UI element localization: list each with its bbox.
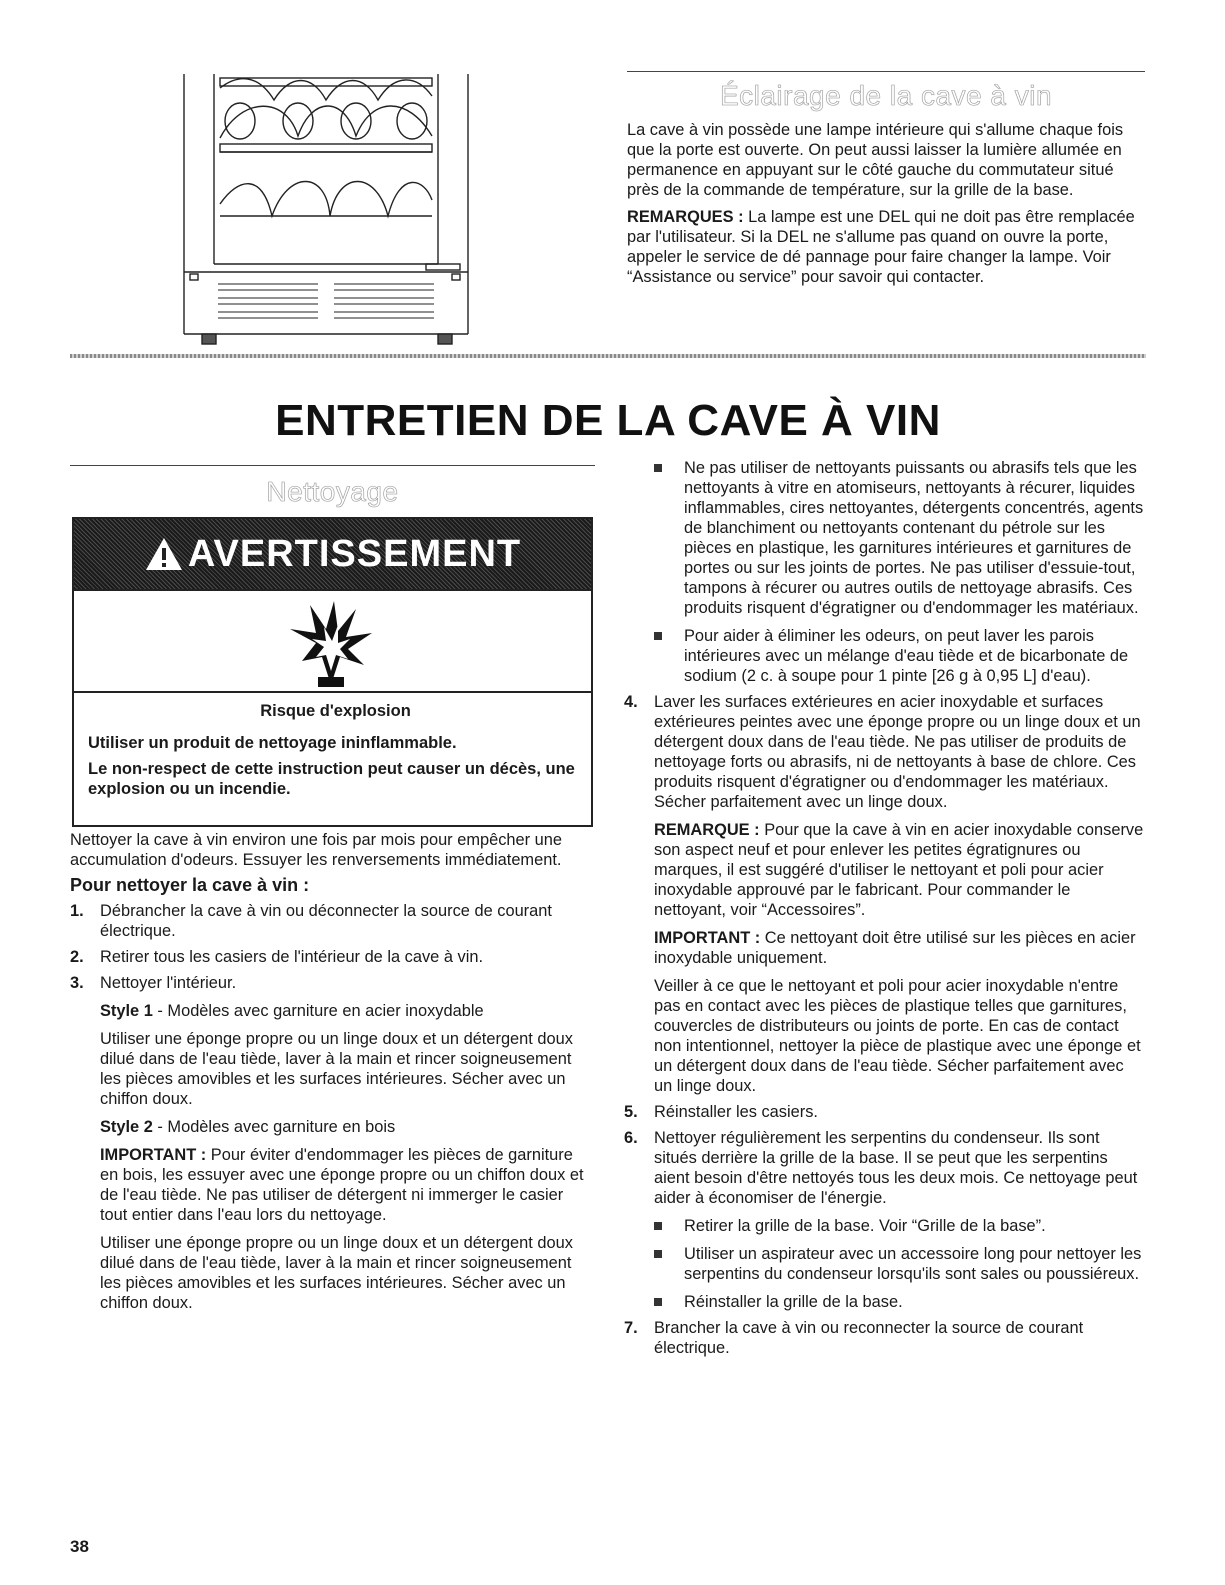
- explosion-icon: [286, 599, 376, 687]
- polish-paragraph: Veiller à ce que le nettoyant et poli pour acier inoxydable n'entre pas en contact avec les pièces de plastique telles que garnitures, couvercles de distributeurs ou joints de porte. En cas de contact non intentionnel, nettoyer la pièce de plastique avec une éponge et un détergent doux dans de l'eau tiède. Sécher parfaitement avec un linge doux.: [654, 977, 1141, 1095]
- cleaning-heading: Nettoyage: [266, 476, 399, 507]
- warning-line-2: Le non-respect de cette instruction peut causer un décès, une explosion ou un incendie.: [88, 760, 575, 798]
- lighting-heading: Éclairage de la cave à vin: [719, 80, 1053, 111]
- page-number: 38: [70, 1537, 89, 1556]
- style-2: Style 2 - Modèles avec garniture en bois: [100, 1118, 396, 1136]
- warning-banner-text: AVERTISSEMENT: [187, 532, 522, 575]
- step-5: 5. Réinstaller les casiers.: [624, 1103, 818, 1121]
- lighting-body: [627, 120, 1145, 287]
- cleaning-rule: [70, 465, 595, 466]
- lighting-notes: REMARQUES : La lampe est une DEL qui ne doit pas être remplacée par l'utilisateur. Si la DEL ne s'allume pas quand on ouvre la porte, appeler le service de dé pannage pour faire changer la lampe. Voir “Assistance ou service” pour savoir qui contacter.: [627, 208, 1135, 286]
- warning-text: [88, 701, 583, 799]
- warning-line-1: Utiliser un produit de nettoyage ininflammable.: [88, 734, 457, 752]
- step-7: 7. Brancher la cave à vin ou reconnecter la source de courant électrique.: [624, 1319, 1084, 1357]
- top-rule: [627, 71, 1145, 72]
- style-1: Style 1 - Modèles avec garniture en acier inoxydable: [100, 1002, 484, 1020]
- section-rule: [70, 354, 1146, 358]
- step-3: 3. Nettoyer l'intérieur. Style 1 - Modèles avec garniture en acier inoxydable Utiliser une éponge propre ou un linge doux et un détergent doux dilué dans de l'eau tiède, laver à la main et rincer soigneusement les pièces amovibles et les surfaces intérieures. Sécher avec un chiffon doux. Style 2 - Modèles avec garniture en bois IMPORTANT : Pour éviter d'endommager les pièces de garniture en bois, les essuyer avec une éponge propre ou un chiffon doux et de l'eau tiède. Ne pas utiliser de détergent ni immerger le casier tout entier dans l'eau lors du nettoyage. Utiliser une éponge propre ou un linge doux et un détergent doux dilué dans de l'eau tiède, laver à la main et rincer soigneusement les pièces amovibles et les surfaces intérieures. Sécher avec un chiffon doux.: [70, 973, 595, 1313]
- wine-cooler-illustration: [176, 66, 476, 356]
- lighting-paragraph: La cave à vin possède une lampe intérieure qui s'allume chaque fois que la porte est ouverte. On peut aussi laisser la lumière allumée en permanence en appuyant sur le côté gauche du commutateur situé près de la commande de température, sur la grille de la base.: [627, 121, 1124, 199]
- warning-divider: [74, 691, 591, 693]
- bullet-no-abrasive: Ne pas utiliser de nettoyants puissants ou abrasifs tels que les nettoyants à vitre en atomiseurs, nettoyants à récurer, liquides inflammables, cires nettoyantes, détergents concentrés, agents de blanchiment ou nettoyants contenant du pétrole sur les pièces en plastique, les garnitures intérieures et garnitures de portes ou sur les joints de portes. Ne pas utiliser d'essuie-tout, tampons à récurer ou autres outils de nettoyage abrasifs. Ces produits risquent d'égratigner ou d'endommager les matériaux.: [624, 458, 1146, 618]
- warning-banner: [74, 519, 591, 591]
- step-2: 2. Retirer tous les casiers de l'intérieur de la cave à vin.: [70, 948, 484, 966]
- remark-stainless: REMARQUE : Pour que la cave à vin en acier inoxydable conserve son aspect neuf et pour enlever les petites égratignures ou marques, il est suggéré d'utiliser le nettoyant et poli pour acier inoxydable approuvé par le fabricant. Pour commander le nettoyant, voir “Accessoires”.: [654, 821, 1144, 919]
- bullet-reinstall-grille: Réinstaller la grille de la base.: [624, 1292, 1146, 1312]
- right-column: [624, 458, 1146, 1358]
- cleaning-subheading: Pour nettoyer la cave à vin :: [70, 875, 310, 895]
- page-title: ENTRETIEN DE LA CAVE À VIN: [275, 396, 941, 445]
- left-column: [70, 830, 595, 1313]
- cleaning-steps: [70, 901, 595, 1313]
- step-4: 4. Laver les surfaces extérieures en acier inoxydable et surfaces extérieures peintes avec une éponge propre ou un linge doux et un détergent doux dans de l'eau tiède. Ne pas utiliser de produits de nettoyage forts ou abrasifs, ni de nettoyants à base de chlore. Ces produits risquent d'égratigner ou d'endommager les matériaux. Sécher parfaitement avec un linge doux. REMARQUE : Pour que la cave à vin en acier inoxydable conserve son aspect neuf et pour enlever les petites égratignures ou marques, il est suggéré d'utiliser le nettoyant et poli pour acier inoxydable approuvé par le fabricant. Pour commander le nettoyant, voir “Accessoires”. IMPORTANT : Ce nettoyant doit être utilisé sur les pièces en acier inoxydable uniquement. Veiller à ce que le nettoyant et poli pour acier inoxydable n'entre pas en contact avec les pièces de plastique telles que garnitures, couvercles de distributeurs ou joints de porte. En cas de contact non intentionnel, nettoyer la pièce de plastique avec une éponge et un détergent doux dans de l'eau tiède. Sécher parfaitement avec un linge doux.: [624, 692, 1146, 1096]
- warning-triangle-icon: [144, 536, 184, 572]
- step-6-bullets: [624, 1216, 1146, 1312]
- step-1: 1. Débrancher la cave à vin ou déconnecter la source de courant électrique.: [70, 902, 552, 940]
- cleaning-steps-continued: [624, 692, 1146, 1358]
- step-6: 6. Nettoyer régulièrement les serpentins du condenseur. Ils sont situés derrière la grille de la base. Il se peut que les serpentins aient besoin d'être nettoyés tous les deux mois. Ce nettoyage peut aider à économiser de l'énergie. Retirer la grille de la base. Voir “Grille de la base”. Utiliser un aspirateur avec un accessoire long pour nettoyer les serpentins du condenseur lorsqu'ils sont sales ou poussiéreux. Réinstaller la grille de la base.: [624, 1128, 1146, 1312]
- bullet-remove-grille: Retirer la grille de la base. Voir “Grille de la base”.: [624, 1216, 1146, 1236]
- important-wood: IMPORTANT : Pour éviter d'endommager les pièces de garniture en bois, les essuyer avec une éponge propre ou un chiffon doux et de l'eau tiède. Ne pas utiliser de détergent ni immerger le casier tout entier dans l'eau lors du nettoyage.: [100, 1146, 584, 1224]
- cleaning-intro: Nettoyer la cave à vin environ une fois par mois pour empêcher une accumulation d'odeurs. Essuyer les renversements immédiatement.: [70, 831, 562, 869]
- bullet-odors: Pour aider à éliminer les odeurs, on peut laver les parois intérieures avec un mélange d'eau tiède et de bicarbonate de sodium (2 c. à soupe pour 1 pinte [26 g à 0,95 L] d'eau).: [624, 626, 1146, 686]
- style-1-paragraph: Utiliser une éponge propre ou un linge doux et un détergent doux dilué dans de l'eau tiède, laver à la main et rincer soigneusement les pièces amovibles et les surfaces intérieures. Sécher avec un chiffon doux.: [100, 1030, 573, 1108]
- warning-box: [72, 517, 593, 827]
- bullet-vacuum: Utiliser un aspirateur avec un accessoire long pour nettoyer les serpentins du condenseur lorsqu'ils sont sales ou poussiéreux.: [624, 1244, 1146, 1284]
- style-2-paragraph: Utiliser une éponge propre ou un linge doux et un détergent doux dilué dans de l'eau tiède, laver à la main et rincer soigneusement les pièces amovibles et les surfaces intérieures. Sécher avec un chiffon doux.: [100, 1234, 573, 1312]
- step-3-bullets: [624, 458, 1146, 686]
- warning-risk: Risque d'explosion: [260, 702, 411, 720]
- important-stainless: IMPORTANT : Ce nettoyant doit être utilisé sur les pièces en acier inoxydable uniquement.: [654, 929, 1136, 967]
